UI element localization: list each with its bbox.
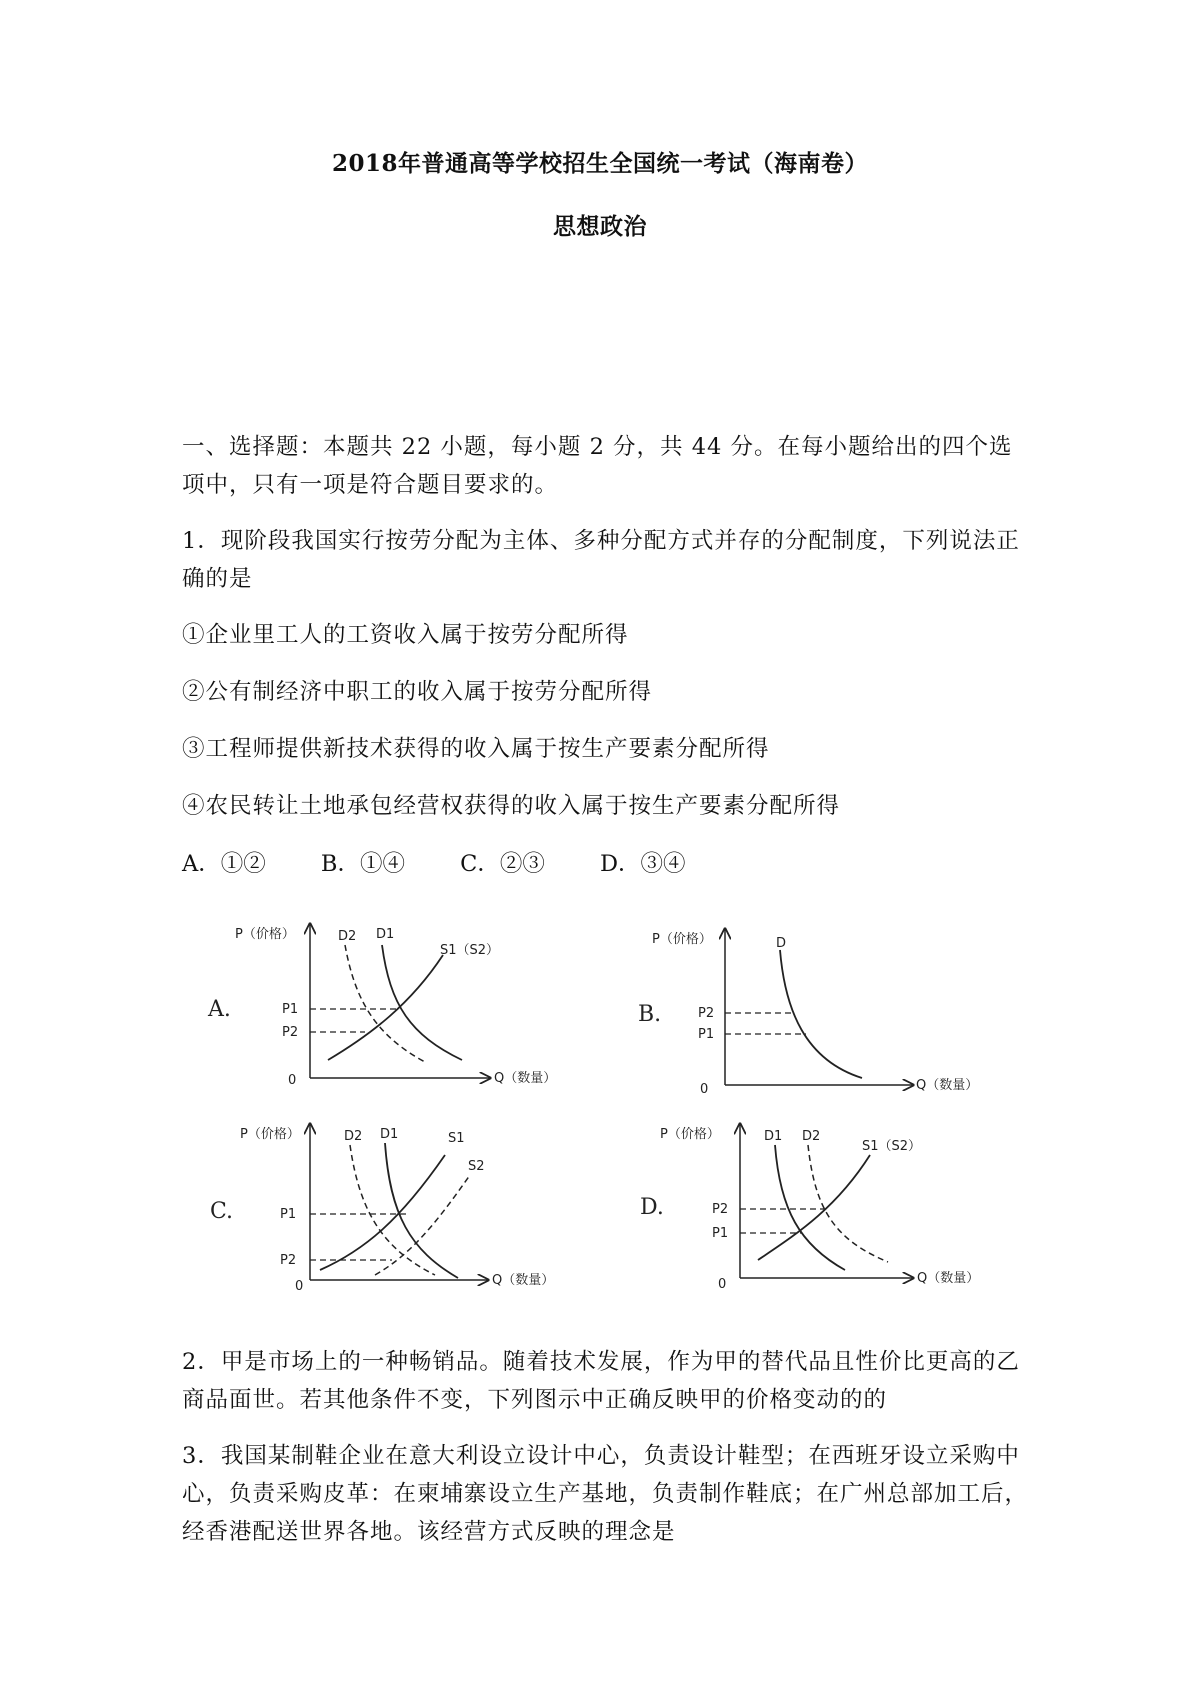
curve-s1 xyxy=(320,1155,445,1270)
curve-s1 xyxy=(758,1155,870,1260)
option-a: A．①② xyxy=(182,851,266,877)
graph-d xyxy=(630,1110,1010,1295)
curve-label: D2 xyxy=(802,1129,821,1144)
curve-s1 xyxy=(328,955,443,1060)
curve-label: D1 xyxy=(376,927,395,942)
curve-d1 xyxy=(385,1143,458,1278)
y-axis-label: P（价格） xyxy=(240,1127,300,1142)
curve-d1 xyxy=(382,945,462,1060)
x-axis-label: Q（数量） xyxy=(916,1078,979,1093)
question-2-stem: 2．甲是市场上的一种畅销品。随着技术发展，作为甲的替代品且性价比更高的乙商品面世。若其他条件不变，下列图示中正确反映甲的价格变动的的 xyxy=(182,1349,1020,1413)
graph-label: B. xyxy=(638,1002,662,1027)
curve-label: D1 xyxy=(764,1129,783,1144)
graph-label: D. xyxy=(640,1195,664,1220)
origin-label: 0 xyxy=(288,1073,297,1088)
curve-d xyxy=(780,950,862,1078)
question-1-options xyxy=(182,846,734,878)
curve-label: S1 xyxy=(448,1131,465,1146)
option-c: C．②③ xyxy=(460,851,545,877)
option-b: B．①④ xyxy=(320,851,405,877)
price-label: P2 xyxy=(712,1202,729,1217)
price-label: P2 xyxy=(282,1025,299,1040)
curve-label: D xyxy=(776,936,787,951)
question-1-item-3: ③工程师提供新技术获得的收入属于按生产要素分配所得 xyxy=(182,736,770,762)
y-axis-label: P（价格） xyxy=(235,927,295,942)
y-axis-label: P（价格） xyxy=(660,1127,720,1142)
origin-label: 0 xyxy=(718,1277,727,1292)
price-label: P1 xyxy=(280,1207,297,1222)
price-label: P1 xyxy=(712,1226,729,1241)
option-d: D．③④ xyxy=(599,851,686,877)
curve-s2 xyxy=(375,1175,470,1275)
question-1-item-2: ②公有制经济中职工的收入属于按劳分配所得 xyxy=(182,679,653,705)
curve-d2 xyxy=(808,1145,888,1262)
question-3-stem: 3．我国某制鞋企业在意大利设立设计中心，负责设计鞋型；在西班牙设立采购中心，负责采购皮革：在柬埔寨设立生产基地，负责制作鞋底；在广州总部加工后，经香港配送世界各地。该经营方式反映的理念是 xyxy=(182,1443,1029,1545)
graph-b xyxy=(630,915,1010,1095)
curve-label: D2 xyxy=(344,1129,363,1144)
exam-title: 2018年普通高等学校招生全国统一考试（海南卷） xyxy=(331,150,868,177)
section-instructions: 一、选择题：本题共 22 小题，每小题 2 分，共 44 分。在每小题给出的四个选项中，只有一项是符合题目要求的。 xyxy=(182,434,1013,498)
curve-label: D1 xyxy=(380,1127,399,1142)
x-axis-label: Q（数量） xyxy=(492,1273,555,1288)
price-label: P1 xyxy=(698,1027,715,1042)
curve-label: D2 xyxy=(338,929,357,944)
question-1-item-4: ④农民转让土地承包经营权获得的收入属于按生产要素分配所得 xyxy=(182,793,841,819)
graph-c xyxy=(200,1110,580,1295)
subject-title: 思想政治 xyxy=(553,213,647,240)
graph-label: C. xyxy=(210,1199,234,1224)
y-axis-label: P（价格） xyxy=(652,932,712,947)
origin-label: 0 xyxy=(700,1082,709,1095)
curve-d1 xyxy=(775,1145,845,1270)
price-label: P2 xyxy=(698,1006,715,1021)
question-1-item-1: ①企业里工人的工资收入属于按劳分配所得 xyxy=(182,622,629,648)
question-1-stem: 1．现阶段我国实行按劳分配为主体、多种分配方式并存的分配制度，下列说法正确的是 xyxy=(182,528,1020,592)
origin-label: 0 xyxy=(295,1279,304,1294)
price-label: P2 xyxy=(280,1253,297,1268)
curve-label: S1（S2） xyxy=(440,943,500,958)
price-label: P1 xyxy=(282,1002,299,1017)
x-axis-label: Q（数量） xyxy=(494,1071,557,1086)
curve-d2 xyxy=(350,1145,435,1275)
curve-label: S2 xyxy=(468,1159,485,1174)
graph-label: A. xyxy=(208,997,231,1022)
graph-a xyxy=(200,910,580,1090)
curve-label: S1（S2） xyxy=(862,1139,922,1154)
x-axis-label: Q（数量） xyxy=(917,1271,980,1286)
